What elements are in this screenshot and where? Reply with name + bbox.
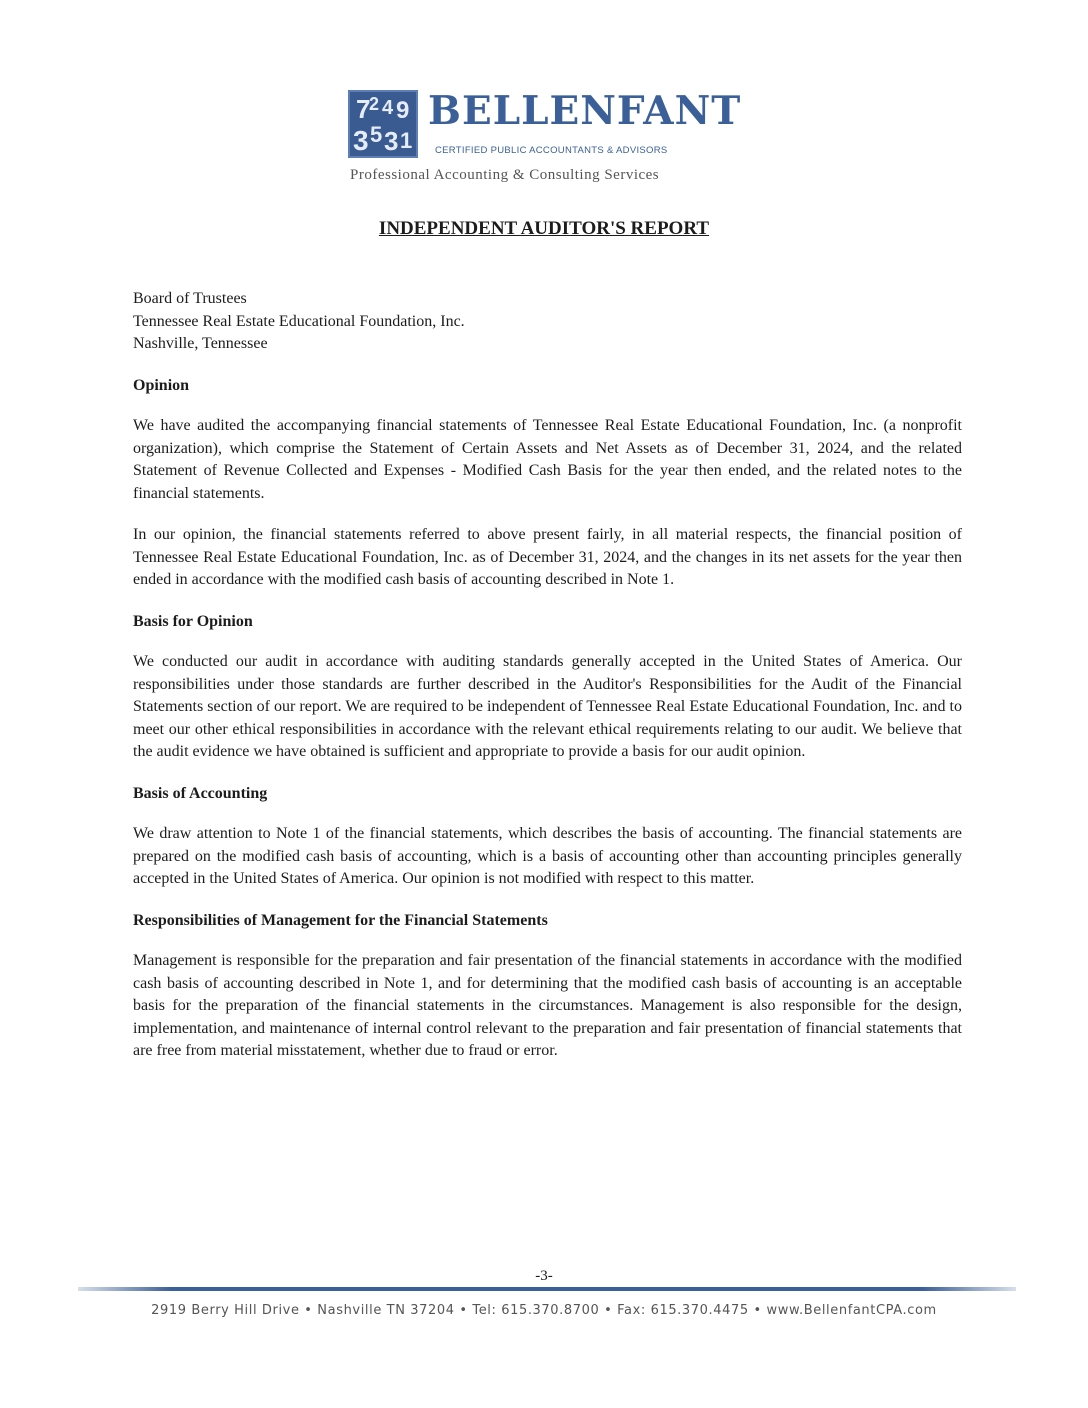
- section-heading-basis-for-opinion: Basis for Opinion: [133, 612, 253, 630]
- report-body: [133, 288, 962, 1082]
- report-title: INDEPENDENT AUDITOR'S REPORT: [378, 218, 710, 239]
- paragraph: We conducted our audit in accordance with auditing standards generally accepted in the United States of America. Our responsibilities under those standards are further described in the Auditor's Responsibilities for the Audit of the Financial Statements section of our report. We are required to be independent of Tennessee Real Estate Educational Foundation, Inc. and to meet our other ethical responsibilities in accordance with the relevant ethical requirements relating to our audit. We believe that the audit evidence we have obtained is sufficient and appropriate to provide a basis for our audit opinion.: [133, 653, 962, 760]
- logo-digit: 7: [356, 94, 371, 124]
- firm-name: BELLENFANT: [428, 88, 742, 134]
- logo-digit: 3: [384, 126, 399, 156]
- page-number: -3-: [535, 1268, 553, 1284]
- logo-digit: 2: [369, 94, 380, 114]
- paragraph: Management is responsible for the preparation and fair presentation of the financial statements in accordance with the modified cash basis of accounting described in Note 1, and for determining that the modified cash basis of accounting is an acceptable basis for the preparation of the financial statements in the circumstances. Management is also responsible for the design, implementation, and maintenance of internal control relevant to the preparation and fair presentation of financial statements that are free from material misstatement, whether due to fraud or error.: [133, 952, 962, 1059]
- addressee-line: Board of Trustees: [133, 290, 247, 307]
- section-heading-opinion: Opinion: [133, 376, 190, 394]
- paragraph: In our opinion, the financial statements referred to above present fairly, in all material respects, the financial position of Tennessee Real Estate Educational Foundation, Inc. as of December 31, 2024, and the changes in its net assets for the year then ended in accordance with the modified cash basis of accounting described in Note 1.: [133, 526, 962, 588]
- section-heading-management-responsibilities: Responsibilities of Management for the Financial Statements: [133, 911, 548, 929]
- addressee-line: Nashville, Tennessee: [133, 335, 268, 352]
- paragraph: We draw attention to Note 1 of the financial statements, which describes the basis of accounting. The financial statements are prepared on the modified cash basis of accounting, which is a basis of accounting other than accounting principles generally accepted in the United States of America. Our opinion is not modified with respect to this matter.: [133, 825, 962, 887]
- logo-digit: 4: [382, 97, 394, 119]
- logo-digit: 1: [400, 128, 413, 153]
- logo-digit: 5: [370, 122, 383, 147]
- logo-digits: [350, 92, 416, 156]
- addressee-line: Tennessee Real Estate Educational Foundation, Inc.: [133, 312, 465, 330]
- footer-contact: 2919 Berry Hill Drive • Nashville TN 37204 • Tel: 615.370.8700 • Fax: 615.370.4475 • www.BellenfantCPA.com: [151, 1303, 937, 1318]
- firm-logo: [348, 90, 418, 158]
- firm-tagline: CERTIFIED PUBLIC ACCOUNTANTS & ADVISORS: [435, 145, 668, 156]
- logo-digit: 9: [396, 97, 410, 124]
- addressee-block: [133, 288, 962, 356]
- logo-digit: 3: [353, 125, 369, 156]
- letterhead: [348, 90, 748, 190]
- firm-subtitle: Professional Accounting & Consulting Services: [350, 167, 660, 183]
- paragraph: We have audited the accompanying financial statements of Tennessee Real Estate Educational Foundation, Inc. (a nonprofit organization), which comprise the Statement of Certain Assets and Net Assets as of December 31, 2024, and the related Statement of Revenue Collected and Expenses - Modified Cash Basis for the year then ended, and the related notes to the financial statements.: [133, 417, 962, 502]
- section-heading-basis-of-accounting: Basis of Accounting: [133, 784, 268, 802]
- footer-divider: [78, 1287, 1016, 1291]
